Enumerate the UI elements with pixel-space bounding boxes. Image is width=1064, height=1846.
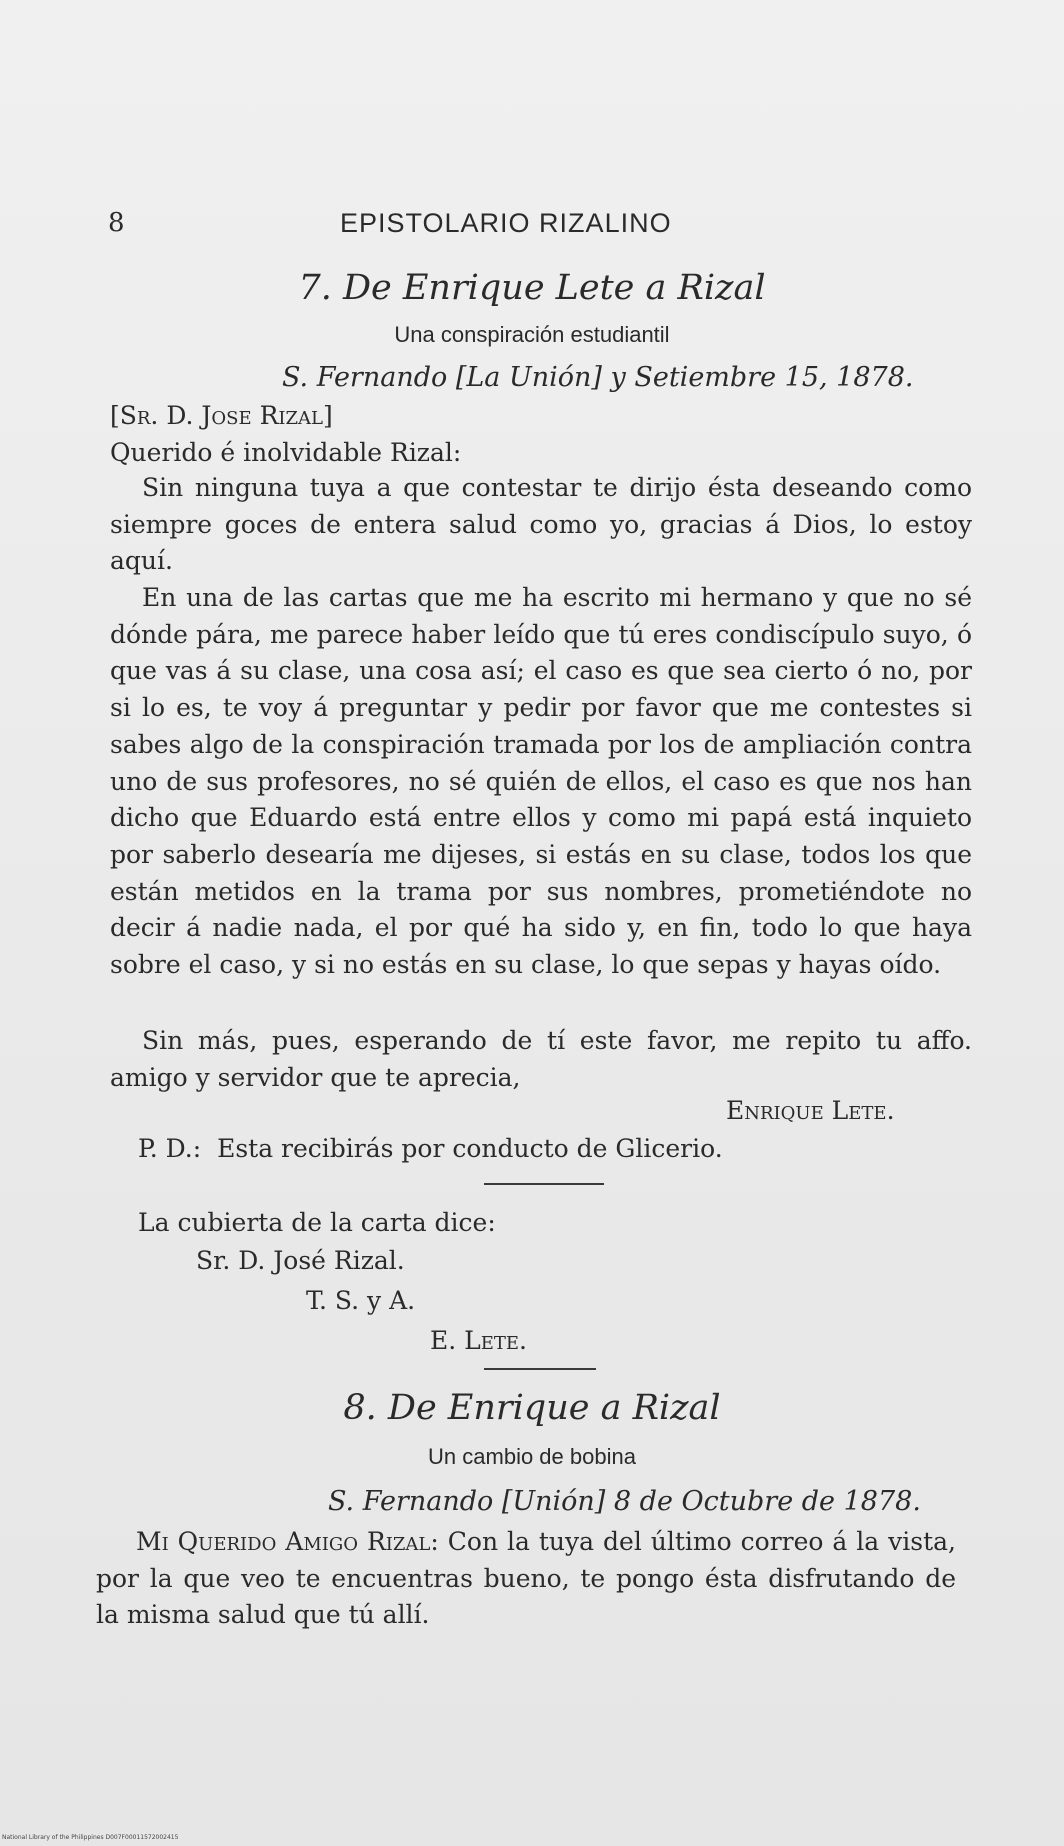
letter-7-salutation: Querido é inolvidable Rizal: <box>110 438 462 467</box>
letter-7-postscript: P. D.: Esta recibirás por conducto de Glicerio. <box>138 1134 723 1163</box>
letter-8-title: 8. De Enrique a Rizal <box>343 1388 721 1428</box>
letter-8-subtitle: Un cambio de bobina <box>428 1444 636 1469</box>
envelope-line-1: Sr. D. José Rizal. <box>196 1246 405 1275</box>
section-divider <box>484 1183 604 1185</box>
letter-8-paragraph-1: Con la tuya del último correo á la vista, por la que veo te encuentras bueno, te pongo ésta disfrutando de la misma salud que tú allí. <box>96 1527 956 1630</box>
letter-7-dateline: S. Fernando [La Unión] y Setiembre 15, 1878. <box>282 362 914 393</box>
letter-8-salutation: Mi Querido Amigo Rizal: <box>136 1527 439 1556</box>
letter-7-subtitle: Una conspiración estudiantil <box>394 322 670 347</box>
letter-7-paragraph-1: Sin ninguna tuya a que contestar te dirijo ésta deseando como siempre goces de entera salud como yo, gracias á Dios, lo estoy aquí. <box>110 473 972 576</box>
letter-7-title: 7. De Enrique Lete a Rizal <box>298 268 766 308</box>
envelope-line-2: T. S. y A. <box>306 1286 416 1315</box>
letter-7-paragraph-2: En una de las cartas que me ha escrito mi hermano y que no sé dónde pára, me parece haber leído que tú eres condiscípulo suyo, ó que vas á su clase, una cosa así; el caso es que sea cierto ó no, por si lo es, te voy á preguntar y pedir por favor que me contestes si sabes algo de la conspiración tramada por los de ampliación contra uno de sus profesores, no sé quién de ellos, el caso es que nos han dicho que Eduardo está entre ellos y como mi papá está inquieto por saberlo desearía me dijeses, si estás en su clase, todos los que están metidos en la trama por sus nombres, prometiéndote no decir á nadie nada, el por qué ha sido y, en fin, todo lo que haya sobre el caso, y si no estás en su clase, lo que sepas y hayas oído. <box>110 583 972 980</box>
letter-7-paragraph-3: Sin más, pues, esperando de tí este favor, me repito tu affo. amigo y servidor que te aprecia, <box>110 1026 972 1092</box>
source-note: National Library of the Philippines D007F00011572002415 <box>2 1834 179 1841</box>
envelope-line-3: E. Lete. <box>430 1326 527 1355</box>
envelope-intro: La cubierta de la carta dice: <box>138 1208 496 1237</box>
letter-divider <box>484 1368 596 1370</box>
running-title: EPISTOLARIO RIZALINO <box>340 208 672 238</box>
page-number: 8 <box>108 208 125 238</box>
page-header <box>108 208 968 248</box>
letter-8-dateline: S. Fernando [Unión] 8 de Octubre de 1878. <box>328 1486 921 1517</box>
letter-7-signature: Enrique Lete. <box>726 1096 895 1125</box>
letter-8-body <box>96 1524 956 1634</box>
letter-7-addressee: [Sr. D. Jose Rizal] <box>110 401 333 430</box>
